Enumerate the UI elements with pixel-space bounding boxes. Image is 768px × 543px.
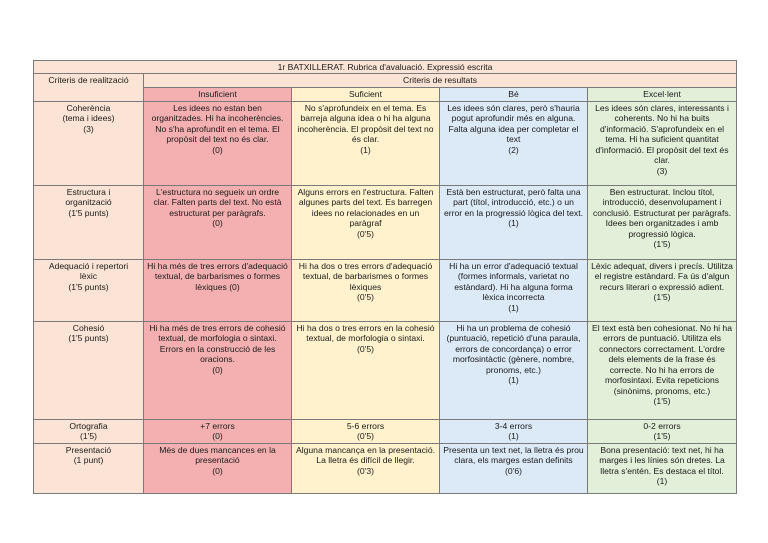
rubric-table <box>33 60 737 494</box>
cell-excellent <box>588 419 737 443</box>
criterion-name: Cohesió <box>72 322 105 333</box>
cell-text: Està ben estructurat, però falta una part (títol, introducció, etc.) o un error en la progressió lògica del text. <box>443 186 583 218</box>
cell-text: Hi ha més de tres errors d'adequació textual, de barbarismes o formes lèxiques (0) <box>147 260 288 292</box>
cell-insuficient <box>144 185 292 259</box>
criterion-name: Ortografia <box>69 420 108 431</box>
cell-text: Les idees no estan ben organitzades. Hi ha incoherències. No s'ha aprofundit en el tema. El propòsit del text no és clar. <box>151 102 284 145</box>
cell-text: 0-2 errors <box>643 420 681 431</box>
criterion-cell <box>34 419 144 443</box>
criterion-cell <box>34 185 144 259</box>
criterion-points: (1'5) <box>80 431 97 442</box>
level-insuficient: Insuficient <box>144 88 292 101</box>
criterion-points: (1 punt) <box>73 455 104 466</box>
cell-suficient <box>292 101 440 185</box>
cell-score: (1) <box>656 476 668 487</box>
cell-suficient <box>292 443 440 493</box>
cell-score: (1'5) <box>653 431 671 442</box>
cell-score: (0) <box>212 364 223 375</box>
cell-text: Hi ha un error d'adequació textual (formes informals, varietat no estàndard). Hi ha alguna forma lèxica incorrecta <box>449 260 578 303</box>
rubric-row-cohesio <box>34 321 737 419</box>
criterion-name: Estructura i <box>66 186 111 197</box>
cell-score: (0) <box>212 218 223 229</box>
cell-excellent <box>588 443 737 493</box>
cell-score: (0'5) <box>357 292 374 303</box>
cell-text: Hi ha dos o tres errors d'adequació textual, de barbarismes o formes lèxiques <box>298 260 433 292</box>
criterion-points: (1'5 punts) <box>68 281 109 292</box>
cell-be <box>440 443 588 493</box>
cell-score: (0'5) <box>357 431 374 442</box>
cell-text: Bona presentació: text net, hi ha marges i les línies són dretes. La lletra s'entén. Es destaca el títol. <box>599 444 725 476</box>
cell-text: +7 errors <box>200 420 235 431</box>
cell-text: Les idees són clares, interessants i coherents. No hi ha buits d'informació. S'aprofundeix en el tema. Hi ha suficient quantitat d'informació. El propòsit del text és clar. <box>595 102 729 166</box>
level-be: Bé <box>440 88 588 101</box>
cell-be <box>440 321 588 419</box>
criterion-name-line2: (tema i idees) <box>62 113 115 124</box>
cell-excellent <box>588 321 737 419</box>
results-header: Criteris de resultats <box>144 74 737 88</box>
cell-insuficient <box>144 101 292 185</box>
cell-suficient <box>292 321 440 419</box>
cell-score: (0'5) <box>357 228 374 239</box>
cell-text: Ben estructurat. Inclou títol, introducció, desenvolupament i conclusió. Estructurat per paràgrafs. Idees ben organitzades i amb progressió lògica. <box>592 186 732 239</box>
criterion-points: (3) <box>83 123 94 134</box>
cell-text: L'estructura no segueix un ordre clar. Falten parts del text. No està estructurat per paràgrafs. <box>153 186 282 218</box>
cell-be <box>440 185 588 259</box>
cell-score: (0) <box>212 431 223 442</box>
cell-be <box>440 101 588 185</box>
criteria-header: Criteris de realització <box>34 74 144 101</box>
cell-insuficient <box>144 419 292 443</box>
cell-score: (1) <box>360 144 371 155</box>
criterion-name-line2: lèxic <box>79 271 98 282</box>
criterion-points: (1'5 punts) <box>68 207 109 218</box>
cell-insuficient <box>144 443 292 493</box>
cell-text: Les idees són clares, però s'hauria pogut aprofundir més en alguna. Falta alguna idea per completar el text <box>447 102 580 145</box>
cell-suficient <box>292 419 440 443</box>
cell-excellent <box>588 185 737 259</box>
criterion-cell <box>34 321 144 419</box>
cell-score: (0'5) <box>357 343 374 354</box>
cell-text: El text està ben cohesionat. No hi ha errors de puntuació. Utilitza els connectors correctament. L'ordre dels elements de la frase és correcte. No hi ha errors de morfosintaxi. Evita repeticions (sinònims, pronoms, etc.) <box>592 322 732 396</box>
cell-text: Lèxic adequat, divers i precís. Utilitza el registre estàndard. Fa ús d'algun recurs literari o expressió adient. <box>591 260 733 292</box>
cell-insuficient <box>144 321 292 419</box>
cell-suficient <box>292 185 440 259</box>
cell-excellent <box>588 259 737 321</box>
criterion-cell <box>34 101 144 185</box>
rubric-row-presentacio <box>34 443 737 493</box>
cell-score: (0) <box>212 465 223 476</box>
cell-score: (1) <box>508 431 519 442</box>
title-row <box>34 61 737 74</box>
cell-score: (0'6) <box>505 465 522 476</box>
cell-score: (1'5) <box>653 396 671 407</box>
cell-be <box>440 419 588 443</box>
level-suficient: Suficient <box>292 88 440 101</box>
cell-text: Hi ha més de tres errors de cohesió textual, de morfologia o sintaxi. Errors en la construcció de les oracions. <box>149 322 286 365</box>
criterion-points: (1'5 punts) <box>68 333 109 344</box>
cell-insuficient <box>144 259 292 321</box>
level-excellent: Excel·lent <box>588 88 737 101</box>
cell-score: (2) <box>508 144 519 155</box>
cell-text: Alguns errors en l'estructura. Falten algunes parts del text. Es barregen idees no relacionades en un paràgraf <box>297 186 434 229</box>
rubric-row-ortografia <box>34 419 737 443</box>
criterion-cell <box>34 259 144 321</box>
cell-score: (0) <box>212 144 223 155</box>
cell-text: No s'aprofundeix en el tema. Es barreja alguna idea o hi ha alguna incoherència. El propòsit del text no és clar. <box>297 102 434 145</box>
cell-suficient <box>292 259 440 321</box>
cell-score: (1'5) <box>653 239 671 250</box>
rubric-row-coherencia <box>34 101 737 185</box>
cell-score: (1'5) <box>653 292 671 303</box>
cell-text: Alguna mancança en la presentació. La lletra és difícil de llegir. <box>295 444 436 466</box>
cell-be <box>440 259 588 321</box>
cell-text: Hi ha un problema de cohesió (puntuació, repetició d'una paraula, errors de concordança) o error morfosintàctic (gènere, nombre, pronoms, etc.) <box>446 322 581 375</box>
cell-score: (0'3) <box>357 465 374 476</box>
criterion-name: Presentació <box>65 444 112 455</box>
cell-text: Més de dues mancances en la presentació <box>159 444 276 466</box>
cell-score: (1) <box>508 302 519 313</box>
cell-score: (3) <box>656 165 668 176</box>
criterion-name-line2: organització <box>65 197 112 208</box>
cell-score: (1) <box>508 375 519 386</box>
cell-excellent <box>588 101 737 185</box>
cell-score: (1) <box>508 218 519 229</box>
cell-text: Hi ha dos o tres errors en la cohesió textual, de morfologia o sintaxi. <box>296 322 435 344</box>
rubric-row-estructura <box>34 185 737 259</box>
rubric-row-adequacio <box>34 259 737 321</box>
rubric-title: 1r BATXILLERAT. Rubrica d'avaluació. Expressió escrita <box>34 61 737 74</box>
cell-text: 3-4 errors <box>494 420 533 431</box>
cell-text: 5-6 errors <box>346 420 385 431</box>
criterion-cell <box>34 443 144 493</box>
criterion-name: Adequació i repertori <box>48 260 129 271</box>
cell-text: Presenta un text net, la lletra és prou clara, els marges estan definits <box>443 444 584 466</box>
header-row <box>34 74 737 88</box>
criterion-name: Coherència <box>66 102 111 113</box>
